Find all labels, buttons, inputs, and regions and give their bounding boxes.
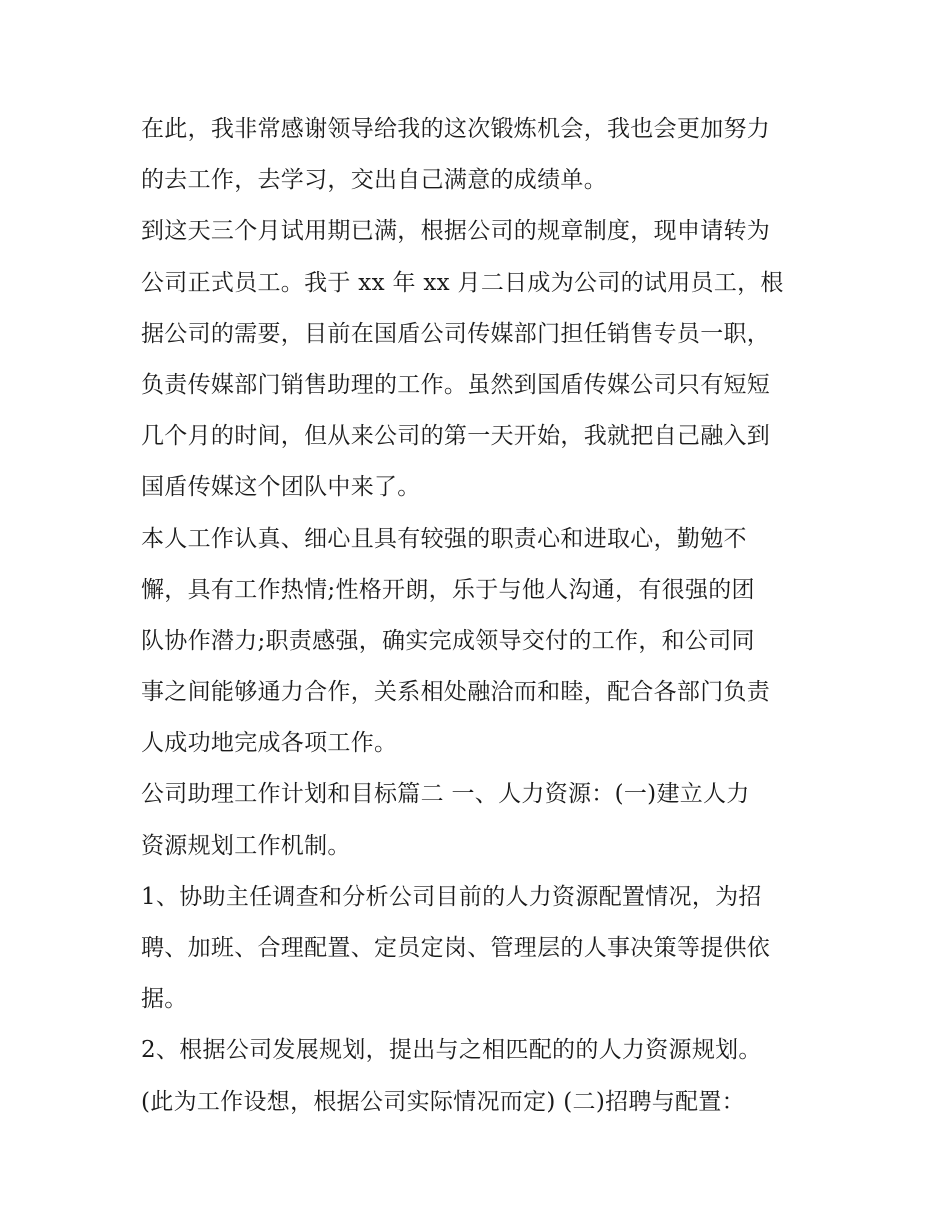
- text-line: 本人工作认真、细心且具有较强的职责心和进取心，勤勉不: [141, 525, 747, 552]
- text-line: 资源规划工作机制。: [141, 832, 351, 859]
- text-line: 懈，具有工作热情;性格开朗，乐于与他人沟通，有很强的团: [141, 576, 755, 603]
- text-line: 国盾传媒这个团队中来了。: [141, 474, 421, 501]
- document-body: [141, 104, 813, 1128]
- text-line: 负责传媒部门销售助理的工作。虽然到国盾传媒公司只有短短: [141, 371, 771, 398]
- text-line: 据公司的需要，目前在国盾公司传媒部门担任销售专员一职，: [141, 320, 771, 347]
- text-line: 2、根据公司发展规划，提出与之相匹配的的人力资源规划。: [141, 1037, 762, 1064]
- text-line: 1、协助主任调查和分析公司目前的人力资源配置情况，为招: [141, 883, 762, 910]
- text-line: 队协作潜力;职责感强，确实完成领导交付的工作，和公司同: [141, 627, 755, 654]
- text-line: 在此，我非常感谢领导给我的这次锻炼机会，我也会更加努力: [141, 116, 771, 142]
- text-line: 事之间能够通力合作，关系相处融洽而和睦，配合各部门负责: [141, 679, 771, 706]
- text-line: 的去工作，去学习，交出自己满意的成绩单。: [141, 167, 607, 194]
- text-line: (此为工作设想，根据公司实际情况而定) (二)招聘与配置：: [141, 1088, 745, 1115]
- text-line: 据。: [141, 986, 188, 1013]
- text-line: 几个月的时间，但从来公司的第一天开始，我就把自己融入到: [141, 423, 771, 450]
- text-line: 公司助理工作计划和目标篇二 一、人力资源：(一)建立人力: [141, 781, 750, 808]
- text-line: 聘、加班、合理配置、定员定岗、管理层的人事决策等提供依: [141, 935, 771, 961]
- text-line: 人成功地完成各项工作。: [141, 730, 398, 757]
- text-line: 到这天三个月试用期已满，根据公司的规章制度，现申请转为: [141, 218, 771, 245]
- text-line: 公司正式员工。我于 xx 年 xx 月二日成为公司的试用员工，根: [141, 269, 784, 296]
